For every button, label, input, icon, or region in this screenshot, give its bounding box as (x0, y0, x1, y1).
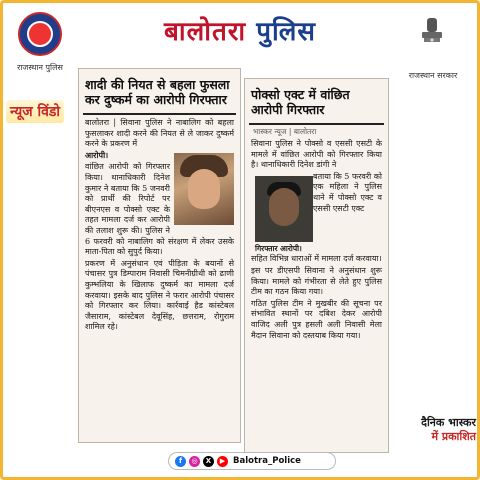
clipping-2-intro: सिवाना पुलिस ने पोक्सो व एससी एसटी के मामले में वांछित आरोपी को गिरफ्तार किया है। थानाधिकारी दिनेश डांगी ने (251, 139, 382, 170)
news-window-badge: न्यूज विंडो (6, 100, 64, 123)
ashoka-emblem-icon (418, 16, 446, 52)
youtube-icon[interactable]: ▶ (217, 456, 228, 467)
right-logo-caption: राजस्थान सरकार (408, 71, 458, 80)
clipping-1-dateline: बालोतरा | सिवाना पुलिस ने नाबालिग को बहला फुसलाकर शादी करने की नियत से ले जाकर दुष्कर्म करने के प्रकरण में (85, 118, 234, 149)
title-blue-part: पुलिस (256, 17, 316, 47)
clipping-2-paragraph: गठित पुलिस टीम ने मुखबीर की सूचना पर संभावित स्थानों पर दबिश देकर आरोपी वाजिद अली पुत्र हसली अली निवासी मेला मैदान सिवाना को दस्तयाब किया गया। (251, 298, 382, 340)
clipping-1-body (79, 118, 240, 333)
social-handle[interactable]: Balotra_Police (233, 456, 301, 466)
photo-2-face (269, 188, 299, 226)
source-newspaper: दैनिक भास्कर (421, 416, 476, 429)
clipping-1-paragraph: वांछित आरोपी को गिरफ्तार किया। थानाधिकारी दिनेश कुमार ने बताया कि 5 जनवरी को प्रार्थी की रिपोर्ट पर बीएनएस व पोक्सो एक्ट के तहत मामला दर्ज कर आरोपी की तलाश शुरू की। पुलिस ने 6 फरवरी को नाबालिग को संरक्षण में लेकर उसके माता-पिता को सुपुर्द किया। (85, 162, 234, 257)
accused-photo-2 (255, 176, 313, 242)
clipping-1-photo-caption: आरोपी। (85, 150, 109, 160)
publication-source (398, 416, 476, 444)
facebook-icon[interactable]: f (175, 456, 186, 467)
social-handle-bar[interactable] (168, 452, 336, 470)
clipping-2-dateline: भास्कर न्यूज | बालोतरा (253, 127, 317, 136)
clipping-1-headline: शादी की नियत से बहला फुसला कर दुष्कर्म का आरोपी गिरफ्तार (83, 69, 236, 115)
clipping-2-headline: पोक्सो एक्ट में वांछित आरोपी गिरफ्तार (249, 79, 384, 125)
clipping-2-body (245, 139, 388, 341)
title-red-part: बालोतरा (164, 17, 247, 47)
source-published: में प्रकाशित (431, 430, 476, 443)
x-icon[interactable]: X (203, 456, 214, 467)
clipping-2-paragraph: इस पर डीएसपी सिवाना ने अनुसंधान शुरू किया। मामले को गंभीरता से लेते हुए पुलिस टीम का गठन किया गया। (251, 265, 382, 297)
news-clipping-2 (244, 78, 389, 453)
accused-photo-1 (174, 153, 234, 225)
left-logo-caption: राजस्थान पुलिस (17, 63, 63, 72)
clipping-1-paragraph: प्रकरण में अनुसंधान एवं पीड़िता के बयानों से पंचासर पुत्र डिम्पाराम निवासी चिमनीग्रीथी को ढाणी कुम्भलिया के खिलाफ दुष्कर्म का मामला दर्ज करवाया। इसके बाद पुलिस ने फरार आरोपी पंचासर को गिरफ्तार कर लिया। कार्रवाई हैड कांस्टेबल जैसाराम, कांस्टेबल देवूसिंह, छत्तराम, रोगुराम शामिल रहे। (85, 258, 234, 332)
photo-1-face (188, 169, 220, 209)
news-clipping-1 (78, 68, 241, 443)
clipping-2-beside-photo: बताया कि 5 फरवरी को एक महिला ने पुलिस थाने में पोक्सो एक्ट व एससी एसटी एक्ट (313, 171, 382, 213)
clipping-2-paragraph: सहित विभिन्न धाराओं में मामला दर्ज करवाया। (251, 254, 382, 264)
instagram-icon[interactable]: ◎ (189, 456, 200, 467)
clipping-2-photo-caption: गिरफ्तार आरोपी। (255, 243, 302, 253)
page-title (0, 12, 480, 48)
